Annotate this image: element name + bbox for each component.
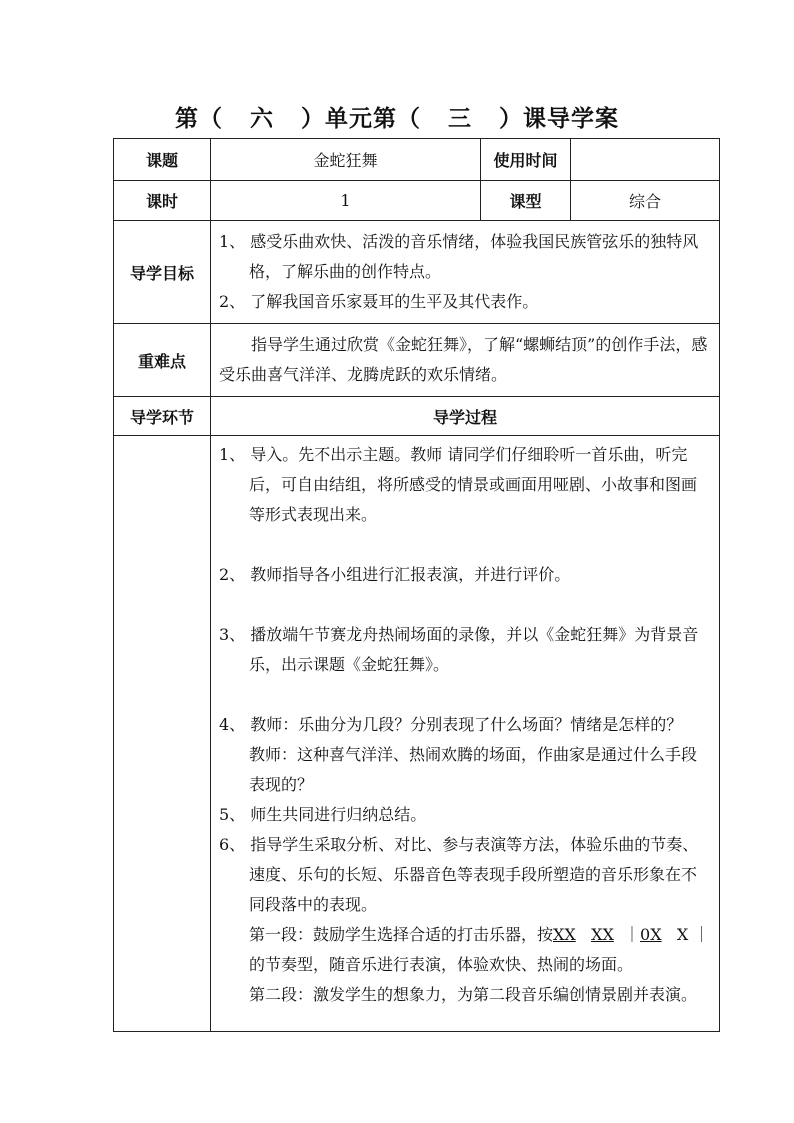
stage-label: 导学环节 <box>114 397 211 436</box>
table-row-period <box>114 181 720 221</box>
process-step-4-follow: 教师：这种喜气洋洋、热闹欢腾的场面，作曲家是通过什么手段表现的？ <box>249 745 698 794</box>
difficulty-label: 重难点 <box>114 324 211 397</box>
goal-content <box>211 221 720 324</box>
time-value <box>571 139 720 181</box>
process-label: 导学过程 <box>211 397 720 436</box>
process-step-6: 6、 指导学生采取分析、对比、参与表演等方法，体验乐曲的节奏、速度、乐句的长短、乐器音色等表现手段所塑造的音乐形象在不同段落中的表现。 <box>219 835 699 914</box>
topic-value: 金蛇狂舞 <box>211 139 481 181</box>
time-label: 使用时间 <box>481 139 571 181</box>
part-one-text <box>219 920 711 980</box>
rhythm-note: XX <box>553 925 576 944</box>
rhythm-barline: ｜ <box>693 925 710 944</box>
rhythm-note: X <box>676 925 689 944</box>
rhythm-barline: ｜ <box>624 925 641 944</box>
process-step-2: 2、 教师指导各小组进行汇报表演，并进行评价。 <box>219 565 571 584</box>
rhythm-note: 0X <box>640 925 662 944</box>
goal-item: 1、 感受乐曲欢快、活泼的音乐情绪，体验我国民族管弦乐的独特风格，了解乐曲的创作特点。 <box>219 232 699 281</box>
table-row-process <box>114 436 720 1032</box>
table-row-goals <box>114 221 720 324</box>
process-step-4: 4、 教师：乐曲分为几段？分别表现了什么场面？情绪是怎样的？ <box>219 715 683 734</box>
type-label: 课型 <box>481 181 571 221</box>
table-row-topic <box>114 139 720 181</box>
type-value: 综合 <box>571 181 720 221</box>
topic-label: 课题 <box>114 139 211 181</box>
process-step-5: 5、 师生共同进行归纳总结。 <box>219 805 427 824</box>
lesson-plan-table <box>113 138 720 1032</box>
part-one-suffix: 的节奏型，随音乐进行表演，体验欢快、热闹的场面。 <box>249 955 634 974</box>
goal-item: 2、 了解我国音乐家聂耳的生平及其代表作。 <box>219 292 539 311</box>
part-two-text: 第二段：激发学生的想象力，为第二段音乐编创情景剧并表演。 <box>249 985 698 1004</box>
process-content <box>211 436 720 1032</box>
process-step-3: 3、 播放端午节赛龙舟热闹场面的录像，并以《金蛇狂舞》为背景音乐，出示课题《金蛇狂舞》。 <box>219 625 699 674</box>
period-label: 课时 <box>114 181 211 221</box>
goal-label: 导学目标 <box>114 221 211 324</box>
stage-cell <box>114 436 211 1032</box>
table-row-headers <box>114 397 720 436</box>
period-value: 1 <box>211 181 481 221</box>
table-row-difficulty <box>114 324 720 397</box>
difficulty-text: 指导学生通过欣赏《金蛇狂舞》，了解“螺蛳结顶”的创作手法，感受乐曲喜气洋洋、龙腾虎跃的欢乐情绪。 <box>219 335 708 384</box>
process-step-1: 1、 导入。先不出示主题。教师 请同学们仔细聆听一首乐曲，听完后，可自由结组，将所感受的情景或画面用哑剧、小故事和图画等形式表现出来。 <box>219 445 698 524</box>
part-one-prefix: 第一段：鼓励学生选择合适的打击乐器，按 <box>249 925 554 944</box>
page-title: 第（ 六 ）单元第（ 三 ）课导学案 <box>174 105 620 132</box>
rhythm-note: XX <box>591 925 614 944</box>
